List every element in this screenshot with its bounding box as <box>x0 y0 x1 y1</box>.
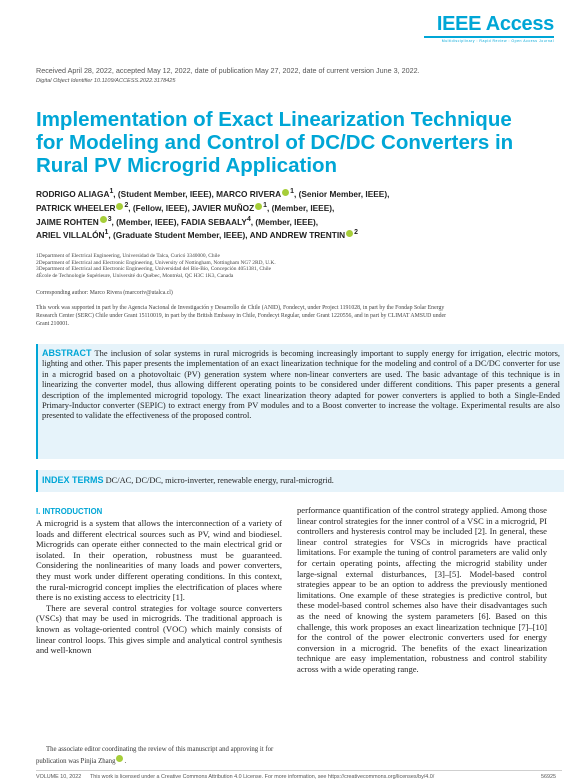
index-terms <box>42 475 560 486</box>
journal-tagline: Multidisciplinary : Rapid Review : Open Access Journal <box>441 39 554 43</box>
author-name: JAVIER MUÑOZ <box>192 202 255 213</box>
affiliation-line: 4École de Technologie Supérieure, Université du Québec, Montréal, QC H3C 1K3, Canada <box>36 272 234 279</box>
affiliation-line: 3Department of Electrical and Electronic Engineering, Universidad del Bío-Bío, Concepción 4051381, Chile <box>36 266 272 273</box>
journal-logo-text: IEEE Access <box>436 13 554 35</box>
orcid-icon[interactable] <box>116 755 123 762</box>
abstract-heading: ABSTRACT <box>42 348 92 358</box>
affiliation-mark: 4 <box>246 215 251 223</box>
affiliation-mark: 2 <box>124 201 129 209</box>
orcid-icon[interactable] <box>100 216 107 223</box>
orcid-icon[interactable] <box>255 203 262 210</box>
author-name: MARCO RIVERA <box>216 188 282 199</box>
affiliation-line: 2Department of Electrical and Electronic Engineering, University of Nottingham, Nottingham NG7 2RD, U.K. <box>36 259 276 266</box>
abstract <box>42 348 560 422</box>
affiliation-mark: 1 <box>109 188 114 195</box>
author-name: JAIME ROHTEN <box>36 216 99 227</box>
paragraph: performance quantification of the control strategy applied. Among those linear control strategies for the inner control of a VSC in a microgrid, PI controllers and hysteresis control may be included [2]. In general, these linear control strategies for VSCs in microgrids have practical limitations. For example the tuning of control parameters are valid only for certain operating points, affecting the microgrid stability under large-signal external disturbances, [3]–[5]. Model-based control strategies appear to be an option to address the previously mentioned limitations. One example of these strategies is predictive control, but these model-based control schemes also have their disadvantages such as the need of knowing the system parameters [6]. Based on this challenge, this work proposes an exact linearization technique [7]–[10] for the control of the power electronic converters used for energy conversion in a microgrid. The benefits of the exact linearization technique are easy implementation, robustness and control stability across with a wide operating range. <box>297 505 547 674</box>
affiliation-mark: 1 <box>290 188 294 195</box>
author-role: , (Senior Member, IEEE), <box>293 188 390 199</box>
page-number: 56925 <box>541 774 556 780</box>
author-name: PATRICK WHEELER <box>36 202 116 213</box>
author-role: , (Member, IEEE), <box>266 202 335 213</box>
affiliation-mark: 1 <box>104 229 109 237</box>
column-right <box>297 505 547 675</box>
author-role: , (Graduate Student Member, IEEE), AND <box>108 230 270 241</box>
editor-footnote: The associate editor coordinating the review of this manuscript and approving it for publication was Pinjia Zhang . <box>36 746 274 765</box>
doi: Digital Object Identifier 10.1109/ACCESS.2022.3178425 <box>36 78 176 84</box>
logo-rule <box>424 36 554 38</box>
author-name: ANDREW TRENTIN <box>269 230 346 241</box>
index-terms-text: DC/AC, DC/DC, micro-inverter, renewable energy, rural-microgrid. <box>105 476 334 485</box>
paper-title: Implementation of Exact Linearization Technique for Modeling and Control of DC/DC Converters in Rural PV Microgrid Application <box>36 108 514 177</box>
author-role: , (Member, IEEE), <box>250 216 319 227</box>
publication-history: Received April 28, 2022, accepted May 12, 2022, date of publication May 27, 2022, date of current version June 3, 2022. <box>36 66 420 75</box>
orcid-icon[interactable] <box>116 203 123 210</box>
author-name: ARIEL VILLALÓN <box>36 230 105 241</box>
index-terms-box <box>36 470 564 492</box>
funding-statement: This work was supported in part by the Agencia Nacional de Investigación y Desarrollo de Chile (ANID), Fondecyt, under Project 1191028, in part by the Fondap Solar Energy Research Center (SERC) Chile under Grant 15110019, in part by the British Embassy in Chile, Fondecyt Regular, under Grant 1220556, and in part by CLIMAT AMSUD under Grant 210001. <box>36 305 446 327</box>
affiliation-line: 1Department of Electrical Engineering, Universidad de Talca, Curicó 3340000, Chile <box>36 253 220 259</box>
editor-note-text: The associate editor coordinating the review of this manuscript and approving it for publication was Pinjia Zhang <box>36 746 274 765</box>
section-heading: I. INTRODUCTION <box>36 507 103 516</box>
author-name: FADIA SEBAALY <box>181 216 247 227</box>
affiliation-mark: 1 <box>263 201 267 209</box>
author-role: , (Fellow, IEEE), <box>128 202 193 213</box>
affiliations <box>36 253 536 279</box>
column-left <box>36 507 282 656</box>
abstract-box <box>36 344 564 459</box>
orcid-icon[interactable] <box>282 189 289 196</box>
affiliation-mark: 2 <box>354 229 359 237</box>
author-role: , (Student Member, IEEE), <box>113 188 217 199</box>
abstract-text: The inclusion of solar systems in rural microgrids is becoming increasingly important to supply energy for irrigation, electric motors, lighting and other. This paper presents the implementation of an exact linearization technique for the modeling and control of a DC/DC converter for use in a microgrid based on a photovoltaic (PV) generation system where non-linear converters are used. The basic advantage of this technique is in linearizing the converter model, thus allowing different operating points to be considered under different conditions. This paper presents a general description of the implemented microgrid topology. The exact linearization theory adapted for power converters is applied to both a Single-Ended Primary-Inductor converter (SEPIC) to extract energy from PV modules and to a Boost converter to increase the voltage. Experimental results are also presented to validate the effectiveness of the proposed control. <box>42 349 560 421</box>
footer-rule <box>36 770 562 771</box>
affiliation-mark: 3 <box>107 215 112 223</box>
volume-label: VOLUME 10, 2022 <box>36 774 82 780</box>
author-list <box>36 186 556 241</box>
orcid-icon[interactable] <box>346 230 353 237</box>
corresponding-author: Corresponding author: Marco Rivera (marcoriv@utalca.cl) <box>36 290 173 296</box>
journal-logo <box>424 14 554 43</box>
author-name: RODRIGO ALIAGA <box>36 188 110 199</box>
paragraph: There are several control strategies for voltage source converters (VSCs) that may be used in microgrids. The traditional approach is known as voltage-oriented control (VOC) which mainly consists of linear control loops. This gives simple and analytical control synthesis and well-known <box>36 602 282 656</box>
author-role: , (Member, IEEE), <box>111 216 182 227</box>
index-terms-heading: INDEX TERMS <box>42 475 104 485</box>
license-link[interactable]: This work is licensed under a Creative Commons Attribution 4.0 License. For more information, see https://creativecommons.org/licenses/by/4.0/ <box>90 774 435 780</box>
paragraph: A microgrid is a system that allows the interconnection of a variety of loads and different electrical sources such as PV, wind and biodiesel. Microgrids can operate either connected to the main electrical grid or isolated. In their operation, robustness must be guaranteed. Considering the nonlinearities of many loads and power converters, they must work under different operating conditions. In this context, the rural-microgrid concept implies the electrification of places where there is no existing access to electricity [1]. <box>36 518 282 603</box>
